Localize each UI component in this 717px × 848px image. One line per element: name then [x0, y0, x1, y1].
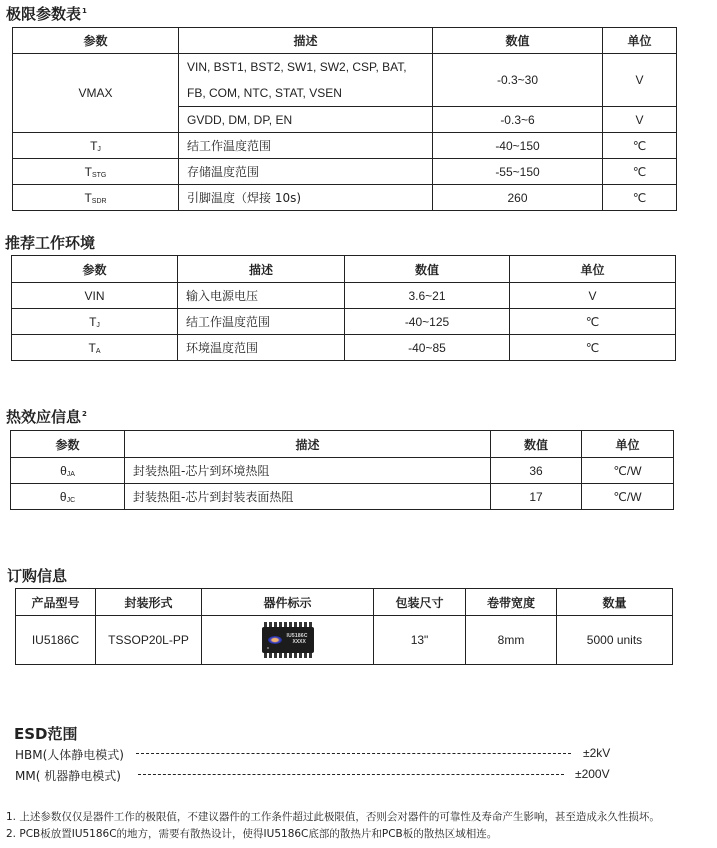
unit-cell: ℃ [603, 159, 677, 185]
table-header-row [11, 431, 674, 458]
table-row [13, 185, 677, 211]
value-cell: -40~150 [433, 133, 603, 159]
desc-cell: 结工作温度范围 [178, 309, 345, 335]
param-cell [13, 133, 179, 159]
param-vmax: VMAX [13, 54, 179, 133]
table-row [12, 309, 676, 335]
param-symbol: T [84, 164, 92, 179]
thermal-table [10, 430, 674, 510]
esd-label: HBM(人体静电模式) [15, 748, 124, 762]
table-header-row [12, 256, 676, 283]
header-param: 参数 [12, 256, 178, 283]
header-desc: 描述 [179, 28, 433, 54]
table-row [12, 335, 676, 361]
footnote-2: 2. PCB板放置IU5186C的地方，需要有散热设计，使得IU5186C底部的散热片和PCB板的散热区域相连。 [6, 828, 498, 840]
header-param: 参数 [13, 28, 179, 54]
unit-cell: ℃ [603, 133, 677, 159]
param-symbol: T [89, 314, 97, 329]
esd-value: ±2kV [583, 746, 611, 760]
unit-cell: V [603, 107, 677, 133]
unit-cell: ℃ [510, 309, 676, 335]
table-row [13, 54, 677, 107]
param-subscript: J [97, 145, 101, 153]
desc-cell: 封装热阻-芯片到环境热阻 [125, 458, 491, 484]
quantity: 5000 units [557, 616, 673, 665]
header-unit: 单位 [510, 256, 676, 283]
param-cell [13, 185, 179, 211]
param-symbol: VIN [84, 288, 105, 303]
param-symbol: θ [59, 489, 67, 504]
table-row [12, 283, 676, 309]
param-subscript: JC [66, 496, 76, 504]
header-qty: 数量 [557, 589, 673, 616]
dotted-leader [138, 774, 564, 775]
param-symbol: T [90, 138, 98, 153]
footnote-ref: 1 [82, 7, 87, 15]
header-unit: 单位 [582, 431, 674, 458]
value-cell: -40~85 [345, 335, 510, 361]
header-reel: 包装尺寸 [374, 589, 466, 616]
footnote-ref: 2 [82, 410, 87, 418]
desc-line: FB, COM, NTC, STAT, VSEN [187, 86, 342, 100]
marking-cell [202, 616, 374, 665]
esd-item-hbm [15, 746, 615, 762]
esd-title: ESD范围 [14, 725, 78, 743]
desc-cell: 环境温度范围 [178, 335, 345, 361]
desc-cell: 输入电源电压 [178, 283, 345, 309]
value-cell: 36 [491, 458, 582, 484]
header-unit: 单位 [603, 28, 677, 54]
param-cell [12, 283, 178, 309]
value-cell: 3.6~21 [345, 283, 510, 309]
table-row [16, 616, 673, 665]
unit-cell: ℃/W [582, 458, 674, 484]
header-value: 数值 [345, 256, 510, 283]
desc-cell: 引脚温度（焊接 10s) [179, 185, 433, 211]
value-cell: -0.3~30 [433, 54, 603, 107]
header-tape: 卷带宽度 [466, 589, 557, 616]
param-cell [11, 458, 125, 484]
esd-item-mm [15, 767, 615, 783]
ordering-table [15, 588, 673, 665]
thermal-title [6, 406, 87, 427]
chip-marking-line1: IU5186C [286, 633, 308, 639]
reel-size: 13" [374, 616, 466, 665]
table-row [13, 159, 677, 185]
param-symbol: T [84, 190, 92, 205]
header-param: 参数 [11, 431, 125, 458]
dotted-leader [136, 753, 571, 754]
desc-cell: 结工作温度范围 [179, 133, 433, 159]
header-desc: 描述 [125, 431, 491, 458]
abs-max-title-text: 极限参数表 [6, 5, 82, 23]
param-subscript: A [95, 347, 101, 355]
param-subscript: J [96, 321, 100, 329]
table-header-row [16, 589, 673, 616]
recommended-table [11, 255, 676, 361]
chip-pins-bottom [264, 653, 312, 658]
table-header-row [13, 28, 677, 54]
value-cell: -40~125 [345, 309, 510, 335]
esd-value: ±200V [575, 767, 610, 781]
abs-max-table [12, 27, 677, 211]
param-symbol: T [88, 340, 96, 355]
footnote-1: 1. 上述参数仅仅是器件工作的极限值，不建议器件的工作条件超过此极限值，否则会对器件的可靠性及寿命产生影响，甚至造成永久性损坏。 [6, 811, 660, 823]
value-cell: 17 [491, 484, 582, 510]
desc-cell: 存储温度范围 [179, 159, 433, 185]
unit-cell: ℃ [510, 335, 676, 361]
thermal-title-text: 热效应信息 [6, 408, 82, 426]
param-subscript: SDR [91, 197, 107, 205]
param-subscript: STG [91, 171, 107, 179]
unit-cell: V [603, 54, 677, 107]
value-cell: 260 [433, 185, 603, 211]
header-part: 产品型号 [16, 589, 96, 616]
value-cell: -55~150 [433, 159, 603, 185]
desc-line: VIN, BST1, BST2, SW1, SW2, CSP, BAT, [187, 60, 407, 74]
chip-logo-icon [268, 636, 282, 644]
ordering-title: 订购信息 [7, 567, 68, 585]
param-cell [12, 335, 178, 361]
value-cell: -0.3~6 [433, 107, 603, 133]
chip-marking-image-icon [260, 622, 316, 658]
header-desc: 描述 [178, 256, 345, 283]
param-symbol: θ [60, 463, 67, 478]
param-cell [11, 484, 125, 510]
header-value: 数值 [491, 431, 582, 458]
desc-cell: GVDD, DM, DP, EN [179, 107, 433, 133]
header-marking: 器件标示 [202, 589, 374, 616]
part-number: IU5186C [16, 616, 96, 665]
param-cell [13, 159, 179, 185]
desc-cell [179, 54, 433, 107]
chip-marking-line2: XXXX [292, 639, 306, 645]
unit-cell: ℃/W [582, 484, 674, 510]
chip-body [262, 627, 314, 653]
header-value: 数值 [433, 28, 603, 54]
table-row [11, 484, 674, 510]
table-row [13, 133, 677, 159]
desc-cell: 封装热阻-芯片到封装表面热阻 [125, 484, 491, 510]
header-package: 封装形式 [96, 589, 202, 616]
pin1-dot-icon [267, 647, 269, 649]
unit-cell: ℃ [603, 185, 677, 211]
tape-width: 8mm [466, 616, 557, 665]
package-type: TSSOP20L-PP [96, 616, 202, 665]
table-row [11, 458, 674, 484]
unit-cell: V [510, 283, 676, 309]
recommended-title: 推荐工作环境 [5, 234, 96, 252]
param-cell [12, 309, 178, 335]
esd-label: MM( 机器静电模式) [15, 769, 121, 783]
abs-max-title [6, 3, 87, 24]
param-subscript: JA [66, 470, 75, 478]
